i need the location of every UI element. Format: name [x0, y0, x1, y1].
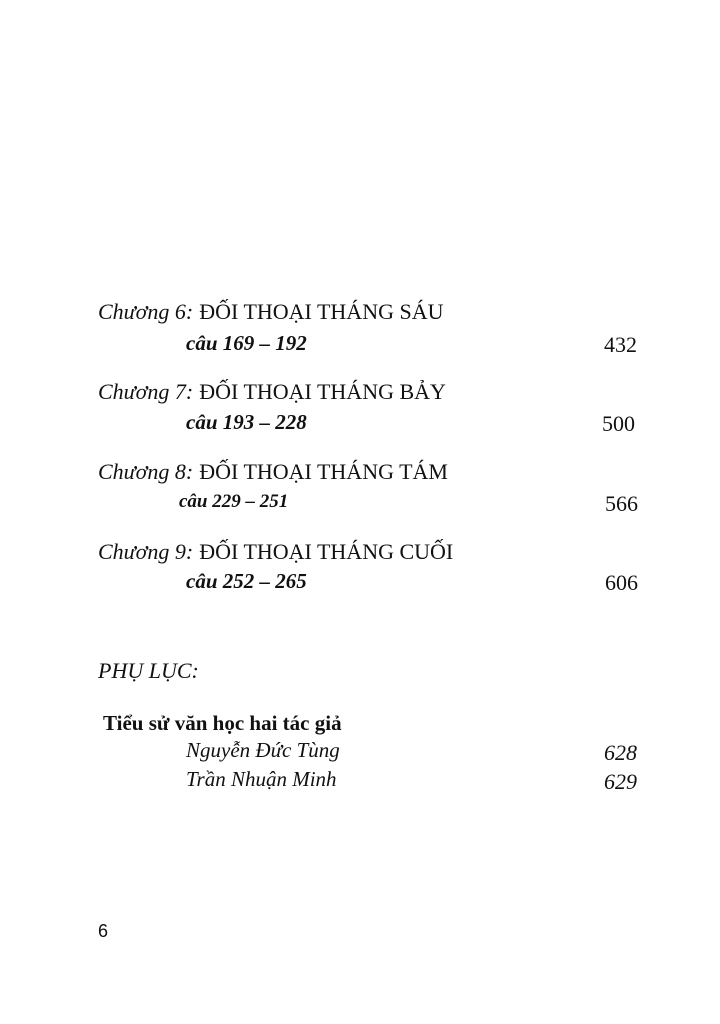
appendix-heading: PHỤ LỤC:	[98, 658, 199, 683]
chapter-9-heading	[98, 541, 453, 563]
chapter-9-range: câu 252 – 265	[186, 569, 307, 593]
author-nguyen-duc-tung-page: 628	[604, 740, 637, 765]
chapter-8-label: Chương 8:	[98, 459, 194, 484]
chapter-7-heading	[98, 381, 446, 403]
author-nguyen-duc-tung: Nguyễn Đức Tùng	[186, 738, 340, 762]
author-tran-nhuan-minh-page: 629	[604, 769, 637, 794]
chapter-7-label: Chương 7:	[98, 379, 194, 404]
chapter-8-range: câu 229 – 251	[179, 491, 289, 512]
biography-heading: Tiểu sử văn học hai tác giả	[103, 711, 342, 735]
chapter-9-page: 606	[605, 570, 638, 595]
chapter-6-title: ĐỐI THOẠI THÁNG SÁU	[199, 299, 444, 324]
page-number: 6	[98, 921, 109, 941]
chapter-6-heading	[98, 301, 443, 323]
chapter-9-label: Chương 9:	[98, 539, 194, 564]
chapter-7-title: ĐỐI THOẠI THÁNG BẢY	[199, 379, 446, 404]
chapter-8-title: ĐỐI THOẠI THÁNG TÁM	[199, 459, 448, 484]
chapter-8-page: 566	[605, 491, 638, 516]
chapter-7-range: câu 193 – 228	[186, 410, 307, 434]
chapter-7-page: 500	[602, 411, 635, 436]
chapter-6-page: 432	[604, 332, 637, 357]
chapter-6-range: câu 169 – 192	[186, 331, 307, 355]
chapter-6-label: Chương 6:	[98, 299, 194, 324]
chapter-9-title: ĐỐI THOẠI THÁNG CUỐI	[199, 539, 454, 564]
author-tran-nhuan-minh: Trần Nhuận Minh	[186, 767, 337, 791]
chapter-8-heading	[98, 461, 448, 483]
